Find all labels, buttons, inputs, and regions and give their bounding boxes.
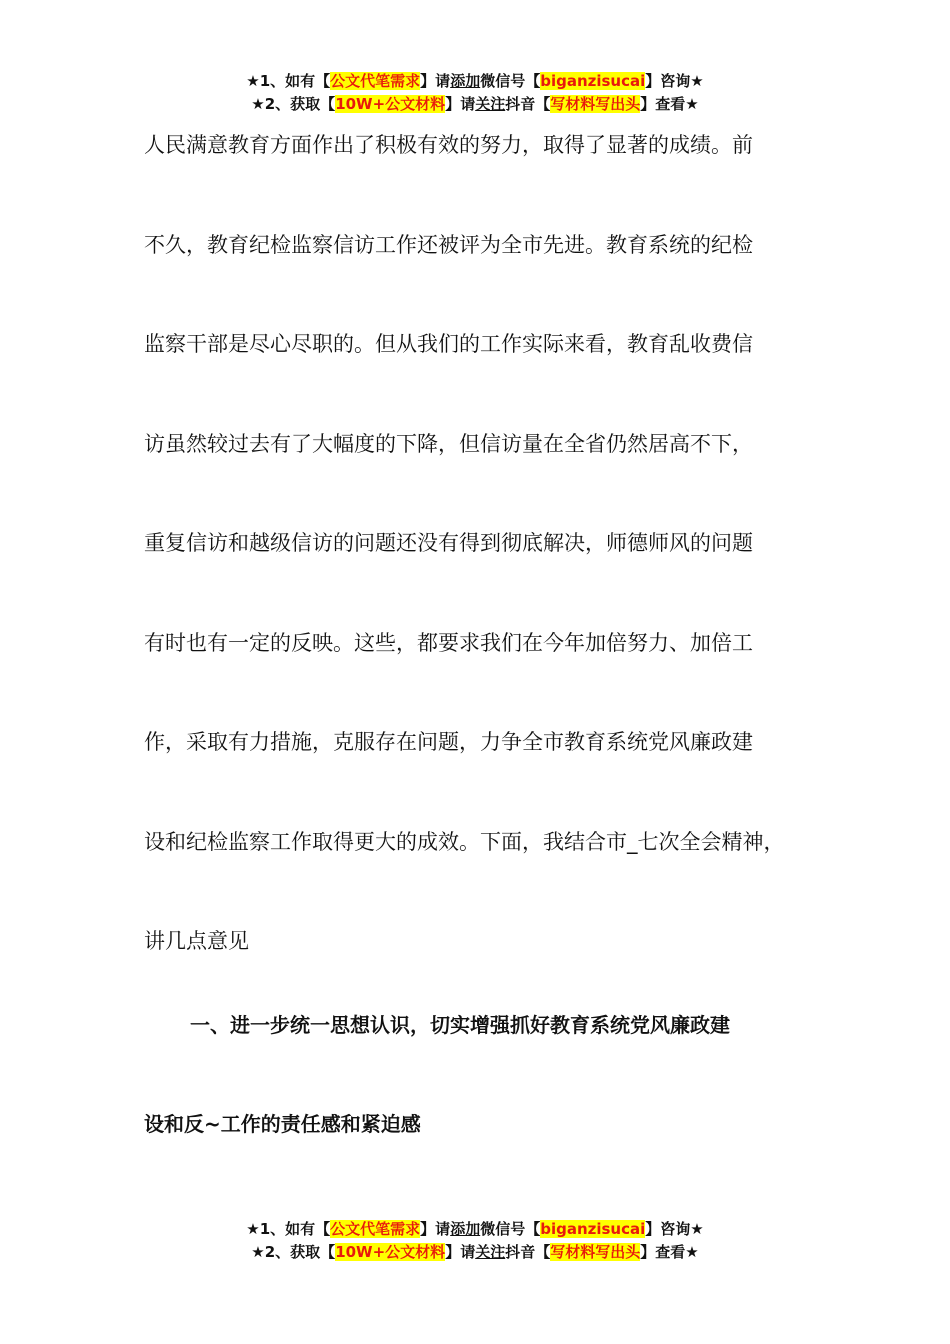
banner-text: 】请 <box>420 1220 451 1238</box>
body-line: 人民满意教育方面作出了积极有效的努力，取得了显著的成绩。前 <box>144 133 753 157</box>
banner-douyin-account: 写材料写出头 <box>550 95 641 113</box>
banner-underline: 添加 <box>450 1220 481 1238</box>
body-line: 讲几点意见 <box>144 929 249 953</box>
body-line: 设和纪检监察工作取得更大的成效。下面，我结合市_七次全会精神， <box>144 829 785 854</box>
banner-text: 】查看★ <box>640 1243 699 1261</box>
header-banner <box>0 70 950 116</box>
banner-text: 】查看★ <box>640 95 699 113</box>
banner-wechat-id: biganzisucai <box>540 1220 646 1238</box>
body-line: 不久，教育纪检监察信访工作还被评为全市先进。教育系统的纪检 <box>144 232 753 257</box>
banner-text: 】请 <box>445 1243 476 1261</box>
body-line: 有时也有一定的反映。这些，都要求我们在今年加倍努力、加倍工 <box>144 630 753 655</box>
banner-text: ★1、如有【 <box>246 1220 331 1238</box>
banner-highlight: 公文代笔需求 <box>330 72 421 90</box>
banner-text: ★2、获取【 <box>251 95 336 113</box>
banner-text: 】咨询★ <box>645 72 704 90</box>
banner-text: 】请 <box>445 95 476 113</box>
section-heading-line-1: 一、进一步统一思想认识，切实增强抓好教育系统党风廉政建 <box>190 1013 730 1037</box>
body-line: 作，采取有力措施，克服存在问题，力争全市教育系统党风廉政建 <box>144 730 753 754</box>
body-paragraph <box>144 130 834 1026</box>
banner-underline: 关注 <box>475 1243 506 1261</box>
banner-line-2 <box>0 1241 950 1264</box>
banner-text: 】咨询★ <box>645 1220 704 1238</box>
body-line: 监察干部是尽心尽职的。但从我们的工作实际来看，教育乱收费信 <box>144 332 753 356</box>
banner-text: 】请 <box>420 72 451 90</box>
banner-highlight: 10W+公文材料 <box>335 95 446 113</box>
banner-highlight: 公文代笔需求 <box>330 1220 421 1238</box>
banner-text: 微信号【 <box>480 1220 541 1238</box>
banner-wechat-id: biganzisucai <box>540 72 646 90</box>
banner-line-1 <box>0 70 950 93</box>
banner-highlight: 10W+公文材料 <box>335 1243 446 1261</box>
footer-banner <box>0 1218 950 1264</box>
banner-text: 微信号【 <box>480 72 541 90</box>
section-heading-line-2: 设和反~工作的责任感和紧迫感 <box>144 1112 421 1136</box>
banner-text: 抖音【 <box>505 95 551 113</box>
banner-text: ★1、如有【 <box>246 72 331 90</box>
body-line: 访虽然较过去有了大幅度的下降，但信访量在全省仍然居高不下， <box>144 431 753 456</box>
banner-line-1 <box>0 1218 950 1241</box>
banner-underline: 关注 <box>475 95 506 113</box>
banner-underline: 添加 <box>450 72 481 90</box>
banner-douyin-account: 写材料写出头 <box>550 1243 641 1261</box>
banner-text: 抖音【 <box>505 1243 551 1261</box>
body-line: 重复信访和越级信访的问题还没有得到彻底解决，师德师风的问题 <box>144 531 753 555</box>
banner-line-2 <box>0 93 950 116</box>
banner-text: ★2、获取【 <box>251 1243 336 1261</box>
